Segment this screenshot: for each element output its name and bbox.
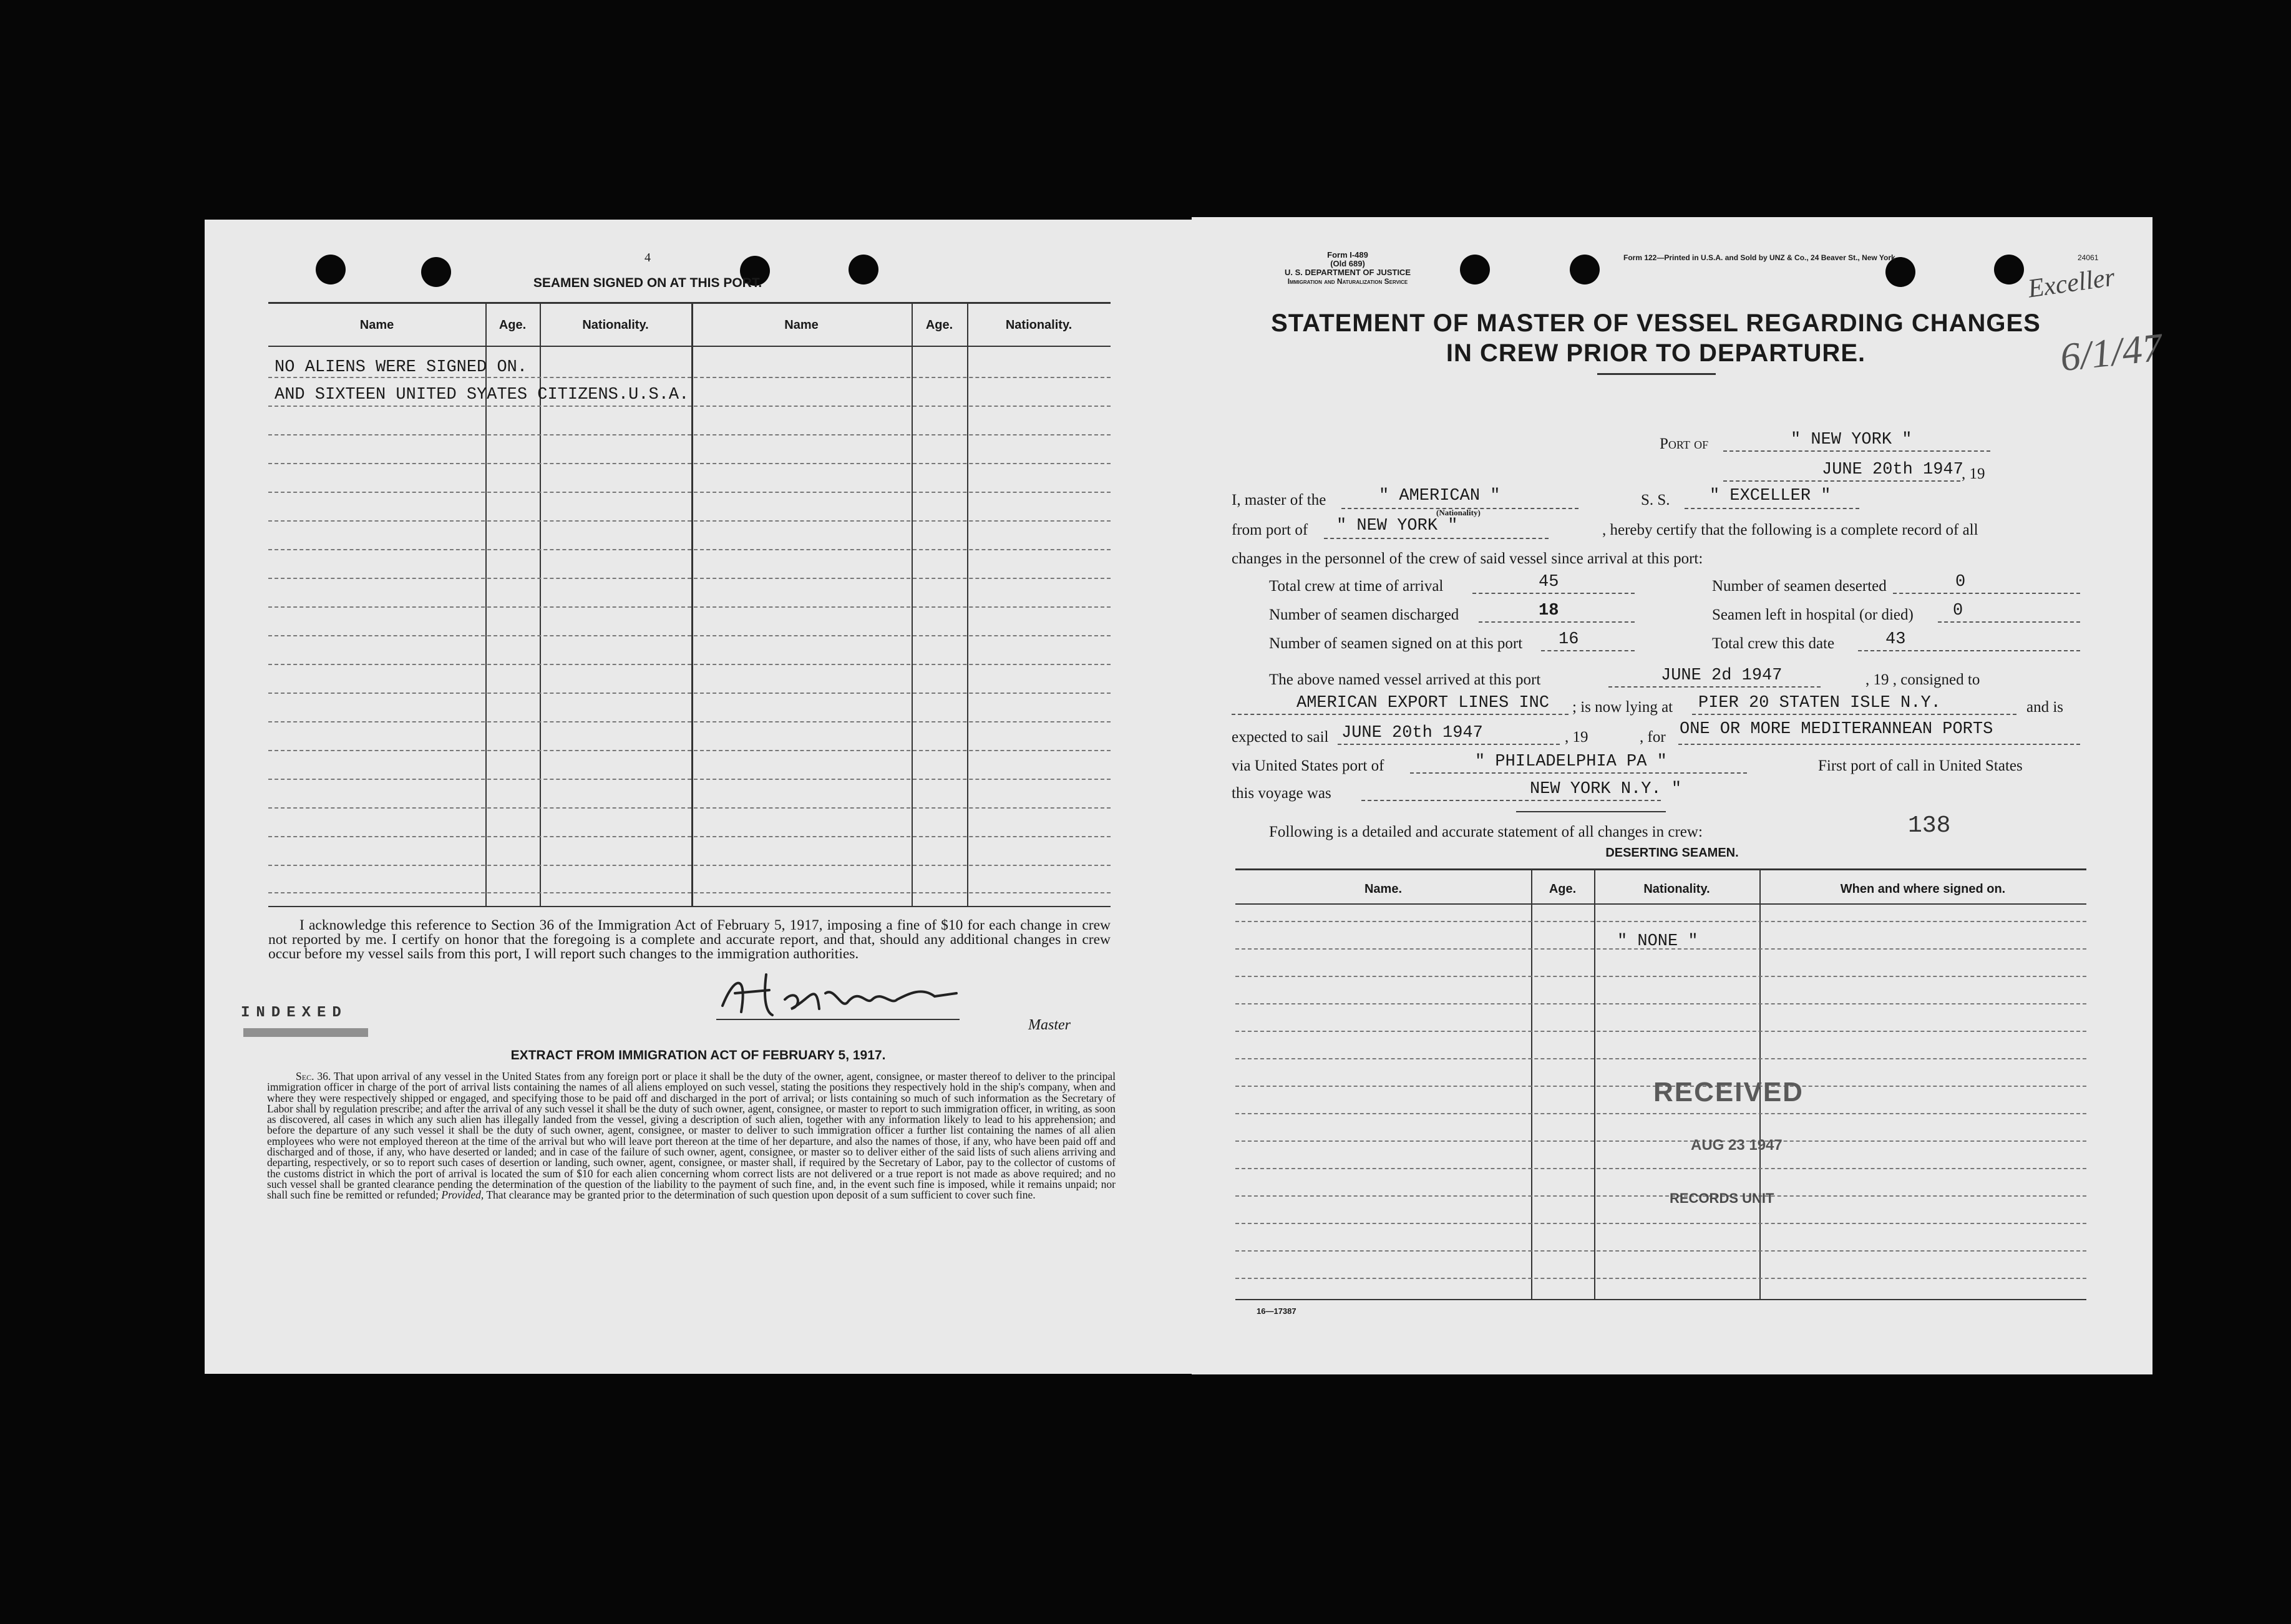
date-suffix: , 19 (1962, 465, 1985, 482)
table-top-rule (1235, 868, 2086, 870)
changes-text: changes in the personnel of the crew of said vessel since arrival at this port: (1232, 550, 1703, 567)
col-header-nationality: Nationality. (582, 318, 649, 332)
sail-label: expected to sail (1232, 729, 1329, 746)
received-stamp: RECEIVED (1653, 1077, 1804, 1107)
lying-label: ; is now lying at (1572, 699, 1673, 716)
handwritten-date: 6/1/47 (2058, 324, 2164, 380)
destination-value: ONE OR MORE MEDITERANNEAN PORTS (1680, 720, 1993, 739)
col-header-name: Name. (1364, 882, 1403, 896)
nationality-value: " AMERICAN " (1379, 487, 1501, 505)
page-number: 4 (644, 251, 651, 265)
via-value: " PHILADELPHIA PA " (1475, 752, 1667, 771)
arrived-label: The above named vessel arrived at this port (1269, 671, 1541, 688)
col-header-nationality: Nationality. (1643, 882, 1710, 896)
printer-note: Form 122—Printed in U.S.A. and Sold by UNZ & Co., 24 Beaver St., New York (1623, 253, 1895, 262)
arrived-line (1608, 686, 1821, 688)
voyage-value: NEW YORK N.Y. " (1530, 780, 1682, 799)
table-bottom-rule (268, 906, 1111, 907)
following-text: Following is a detailed and accurate statement of all changes in crew: (1269, 824, 1703, 840)
col-header-age: Age. (1549, 882, 1577, 896)
consignee-value: AMERICAN EXPORT LINES INC (1296, 694, 1550, 712)
from-port-value: " NEW YORK " (1336, 517, 1458, 535)
count-line (1541, 650, 1635, 651)
total-crew-arrival: 45 (1539, 573, 1559, 591)
form-title (1232, 308, 2080, 368)
count-line (1479, 621, 1635, 623)
records-unit-stamp: RECORDS UNIT (1670, 1190, 1774, 1206)
table-header-rule (1235, 903, 2086, 905)
punch-hole (1994, 255, 2024, 284)
total-crew-arrival-label: Total crew at time of arrival (1269, 578, 1444, 595)
indexed-stamp: INDEXED (241, 1004, 348, 1021)
count-line (1893, 593, 2080, 594)
col-header-nationality: Nationality. (1005, 318, 1073, 332)
col-header-age: Age. (925, 318, 953, 332)
port-label: Port of (1660, 435, 1709, 452)
table-entry: AND SIXTEEN UNITED SYATES CITIZENS.U.S.A. (275, 386, 689, 404)
voyage-label: this voyage was (1232, 785, 1331, 802)
seamen-signed-title: SEAMEN SIGNED ON AT THIS PORT. (533, 276, 762, 290)
right-page (1192, 217, 2164, 1374)
extract-title: EXTRACT FROM IMMIGRATION ACT OF FEBRUARY 5, 1917. (510, 1048, 886, 1062)
total-crew-date-label: Total crew this date (1712, 635, 1835, 652)
punch-hole (1570, 255, 1600, 284)
col-divider (912, 302, 913, 906)
ship-line (1685, 508, 1859, 509)
via-line (1410, 772, 1747, 774)
signed-on-count: 16 (1559, 630, 1579, 649)
acknowledgement-text: I acknowledge this reference to Section 36 of the Immigration Act of February 5, 1917, imposing a fine of $10 for each change in crew not reported by me. I certify on honor that the foregoing is a complete and accurate report, and that, should any additional changes in crew occur before my vessel sails from this port, I will report such changes to the immigration authorities. (268, 917, 1111, 962)
extract-text (267, 1071, 1116, 1201)
signed-on-label: Number of seamen signed on at this port (1269, 635, 1523, 652)
table-header-rule (268, 346, 1111, 347)
stamp-smudge (243, 1028, 368, 1037)
col-divider (691, 302, 693, 906)
voyage-line (1361, 800, 1661, 801)
certify-text: , hereby certify that the following is a complete record of all (1602, 522, 1978, 538)
extract-body: That upon arrival of any vessel in the United States from any foreign port or place it shall be the duty of the owner, agent, consignee, or master thereof to deliver to the principal immigration officer in charge of the port of arrival lists containing the names of all aliens employed on such vessel, stating the positions they respectively hold in the ship's company, when and where they were respectively shipped or engaged, and specifying those to be paid off and discharged in the port of arrival; or lists containing so much of such information as the Secretary of Labor shall by regulation prescribe; and after the arrival of any such vessel it shall be the duty of such owner, agent, consignee, or master to report to such immigration officer, in writing, as soon as discovered, all cases in which any such alien has illegally landed from the vessel, giving a description of such alien, together with any information likely to lead to his apprehension; and before the departure of any such vessel it shall be the duty of such owner, agent, consignee, or master to deliver to such immigration officer a further list containing the names of all alien employees who were not employed thereon at the time of the arrival but who will leave port thereon at the time of her departure, and also the names of those, if any, who have been paid off and discharged and of those, if any, who have deserted or landed; and in case of the failure of such owner, agent, consignee, or master so to deliver either of the said lists of such aliens arriving and departing, respectively, or so to report such cases of desertion or landing, such owner, agent, consignee, or master shall, if required by the Secretary of Labor, pay to the collector of customs of the customs district in which the port of arrival is located the sum of $10 for each alien concerning whom correct lists are not delivered or a true report is not made as above required; and no such vessel shall be granted clearance pending the determination of the question of the liability to the payment of such fine, and, in the event such fine is imposed, while it remains unpaid; nor shall such fine be remitted or refunded; (267, 1070, 1116, 1202)
deserted-label: Number of seamen deserted (1712, 578, 1887, 595)
sail-value: JUNE 20th 1947 (1341, 724, 1483, 742)
title-line-2: IN CREW PRIOR TO DEPARTURE. (1446, 339, 1866, 367)
received-stamp-date: AUG 23 1947 (1691, 1137, 1783, 1154)
title-underline (1597, 373, 1716, 375)
first-port-label: First port of call in United States (1818, 757, 2023, 774)
extract-tail: That clearance may be granted prior to the determination of such question upon deposit of a sum sufficient to cover such fine. (486, 1189, 1036, 1202)
printer-number: 24061 (2078, 253, 2099, 262)
col-header-age: Age. (499, 318, 527, 332)
port-line (1723, 450, 1990, 452)
form-block (1267, 251, 1429, 286)
sail-line (1338, 744, 1560, 745)
col-divider (967, 302, 968, 906)
table-entry: NO ALIENS WERE SIGNED ON. (275, 358, 528, 377)
voyage-underline (1516, 811, 1666, 812)
count-line (1472, 593, 1635, 594)
hospital-count: 0 (1953, 601, 1963, 620)
ship-value: " EXCELLER " (1710, 487, 1831, 505)
deserted-count: 0 (1955, 573, 1966, 591)
table-bottom-rule (1235, 1299, 2086, 1300)
consignee-line (1232, 714, 1569, 715)
discharged-count: 18 (1539, 601, 1559, 620)
deserting-title: DESERTING SEAMEN. (1605, 846, 1739, 860)
count-line (1858, 650, 2080, 651)
col-header-signed-on: When and where signed on. (1840, 882, 2006, 896)
form-number: Form I-489 (1327, 250, 1368, 260)
col-header-name: Name (784, 318, 819, 332)
department: U. S. DEPARTMENT OF JUSTICE (1285, 268, 1411, 277)
consigned-text: , 19 , consigned to (1865, 671, 1980, 688)
title-line-1: STATEMENT OF MASTER OF VESSEL REGARDING CHANGES (1271, 309, 2041, 337)
date-value: JUNE 20th 1947 (1822, 460, 1963, 479)
handwritten-ship: Exceller (2026, 263, 2117, 304)
discharged-label: Number of seamen discharged (1269, 606, 1459, 623)
col-divider (1594, 868, 1595, 1299)
from-port-line (1324, 538, 1549, 539)
port-value: " NEW YORK " (1791, 430, 1912, 449)
deserting-entry: " NONE " (1617, 932, 1698, 951)
handwritten-number: 138 (1908, 812, 1951, 839)
col-divider (1531, 868, 1532, 1299)
table-top-rule (268, 302, 1111, 304)
arrived-value: JUNE 2d 1947 (1661, 666, 1783, 685)
punch-hole (1460, 255, 1490, 284)
pier-line (1692, 714, 2016, 715)
ss-label: S. S. (1641, 492, 1670, 508)
and-is-text: and is (2026, 699, 2064, 716)
master-signature (710, 962, 972, 1031)
total-crew-date: 43 (1885, 630, 1906, 649)
hospital-label: Seamen left in hospital (or died) (1712, 606, 1914, 623)
for-label: , for (1640, 729, 1666, 746)
col-header-name: Name (359, 318, 394, 332)
nationality-caption: (Nationality) (1436, 508, 1481, 517)
footer-code: 16—17387 (1257, 1306, 1296, 1316)
master-label: Master (1028, 1017, 1071, 1033)
pier-value: PIER 20 STATEN ISLE N.Y. (1698, 694, 1941, 712)
via-label: via United States port of (1232, 757, 1384, 774)
extract-sec: Sec. 36. (296, 1070, 331, 1082)
date-line (1723, 480, 1960, 482)
extract-provided: Provided, (441, 1189, 484, 1202)
master-label: I, master of the (1232, 492, 1326, 508)
destination-line (1678, 744, 2080, 745)
sail-suffix: , 19 (1565, 729, 1588, 746)
from-port-label: from port of (1232, 522, 1308, 538)
service: Immigration and Naturalization Service (1287, 277, 1408, 286)
form-old: (Old 689) (1330, 259, 1365, 268)
count-line (1938, 621, 2080, 623)
left-page (205, 220, 1192, 1374)
